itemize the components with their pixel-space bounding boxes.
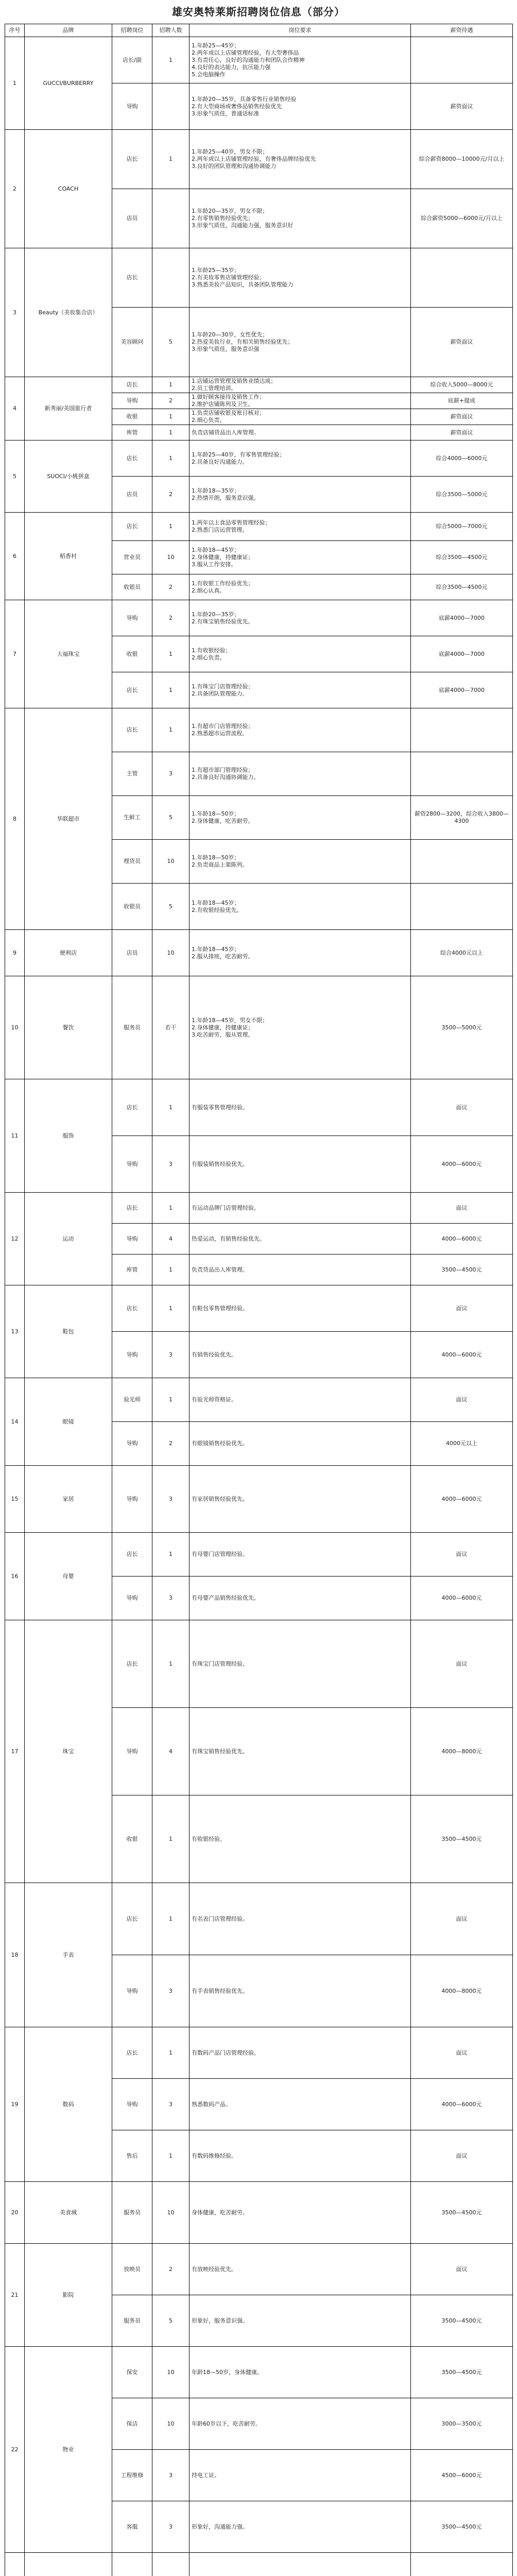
requirements-cell: 1.年龄18—50岁； 2.身体健康，吃苦耐劳。 [189,796,411,840]
count-cell: 1 [152,708,189,752]
salary-cell: 3000—3500元 [411,2398,513,2450]
position-cell: 库管 [112,1255,152,1285]
requirements-cell: 1.年龄25—35岁； 2.有美妆零售店铺管理经验； 3.熟悉美妆产品知识，具备团队管理能力 [189,248,411,308]
position-cell: 保安 [112,2347,152,2398]
count-cell: 2 [152,2244,189,2295]
salary-cell: 综合收入5000—8000元 [411,377,513,393]
brand-cell: 物业 [25,2347,112,2553]
count-cell: 1 [152,425,189,440]
count-cell: 3 [152,2079,189,2130]
salary-cell: 4000—6000元 [411,1577,513,1620]
row-index: 7 [5,600,25,708]
salary-cell: 3500—4500元 [411,2182,513,2244]
header-position: 招聘岗位 [112,24,152,37]
row-index: 4 [5,377,25,440]
row-index: 8 [5,708,25,930]
row-index: 22 [5,2347,25,2553]
salary-cell: 3500—5000元 [411,976,513,1079]
count-cell [152,189,189,248]
salary-cell: 3500—4500元 [411,2347,513,2398]
brand-cell: 餐饮 [25,976,112,1079]
requirements-cell: 1.店铺运营管理及销售业绩达成； 2.员工管理培训。 [189,377,411,393]
table-row [5,440,513,477]
count-cell: 2 [152,393,189,409]
requirements-cell: 1.年龄20—35岁，具备零售行业销售经验 2.有大型商场或奢侈品销售经验优先 3.形象气质佳，普通话标准 [189,83,411,130]
count-cell: 2 [152,574,189,600]
count-cell: 3 [152,1136,189,1193]
salary-cell: 面议 [411,1193,513,1224]
salary-cell: 底薪4000—7000 [411,636,513,672]
salary-cell: 面议 [411,1285,513,1332]
requirements-cell: 1.有收银经验； 2.细心负责。 [189,636,411,672]
salary-cell: 薪资面议 [411,425,513,440]
brand-cell: 影院 [25,2244,112,2347]
requirements-cell: 有珠宝销售经验优先。 [189,1708,411,1795]
count-cell: 1 [152,1255,189,1285]
position-cell: 店长 [112,1533,152,1577]
salary-cell: 面议 [411,1620,513,1708]
brand-cell: Beauty（美妆集合店） [25,248,112,377]
table-row [5,708,513,752]
count-cell: 1 [152,130,189,189]
requirements-cell: 负责店铺货品出入库管理。 [189,425,411,440]
salary-cell: 综合薪资8000—10000元/月以上 [411,130,513,189]
row-index: 20 [5,2182,25,2244]
position-cell: 导购 [112,1466,152,1533]
position-cell: 店长 [112,708,152,752]
count-cell: 1 [152,37,189,83]
count-cell: 4 [152,1708,189,1795]
salary-cell: 底薪+提成 [411,393,513,409]
brand-cell: 服饰 [25,1079,112,1193]
position-cell: 店长 [112,1079,152,1136]
count-cell: 5 [152,884,189,930]
position-cell: 店长 [112,513,152,541]
row-index: 16 [5,1533,25,1620]
position-cell: 店长 [112,440,152,477]
count-cell: 1 [152,636,189,672]
position-cell: 客服 [112,2501,152,2553]
salary-cell: 综合3500—5000元 [411,477,513,513]
salary-cell: 面议 [411,2130,513,2182]
requirements-cell: 持电工证。 [189,2450,411,2501]
requirements-cell: 有母婴门店管理经验。 [189,1533,411,1577]
salary-cell [411,37,513,83]
count-cell: 4 [152,1224,189,1255]
count-cell: 10 [152,2347,189,2398]
table-row [5,600,513,636]
count-cell: 10 [152,930,189,976]
requirements-cell: 有收银经验。 [189,1795,411,1883]
salary-cell: 4000—8000元 [411,1708,513,1795]
requirements-cell: 1.有收银工作经验优先； 2.细心认真。 [189,574,411,600]
table-row [5,930,513,976]
requirements-cell: 1.年龄20—35岁； 2.有珠宝销售经验优先。 [189,600,411,636]
row-index: 17 [5,1620,25,1883]
count-cell: 3 [152,1466,189,1533]
brand-cell: 眼镜 [25,1378,112,1466]
count-cell: 1 [152,1193,189,1224]
table-header-row [5,24,513,37]
requirements-cell: 有销售经验优先。 [189,1332,411,1378]
position-cell: 收银 [112,636,152,672]
position-cell: 店长 [112,1193,152,1224]
requirements-cell: 1.年龄18—45岁； 2.有收银经验优先。 [189,884,411,930]
position-cell: 收银员 [112,884,152,930]
position-cell: 放映员 [112,2244,152,2295]
count-cell: 10 [152,840,189,884]
salary-cell: 面议 [411,2027,513,2079]
position-cell: 店长 [112,1883,152,1955]
brand-cell: SUOCI/小桃拼盒 [25,440,112,513]
requirements-cell: 有验光师资格证。 [189,1378,411,1422]
salary-cell: 面议 [411,1079,513,1136]
position-cell: 工程维修 [112,2450,152,2501]
salary-cell: 3500—4500元 [411,1795,513,1883]
requirements-cell: 有手表销售经验优先。 [189,1955,411,2027]
row-index: 11 [5,1079,25,1193]
position-cell: 导购 [112,1708,152,1795]
table-row [5,2182,513,2244]
requirements-cell: 1.年龄18—45岁； 2.服从排班，吃苦耐劳。 [189,930,411,976]
row-index: 3 [5,248,25,377]
row-index: 9 [5,930,25,976]
position-cell: 店员 [112,189,152,248]
position-cell: 店员 [112,930,152,976]
count-cell: 10 [152,2182,189,2244]
requirements-cell: 1.年龄25—40岁，有零售管理经验； 2.具备良好沟通能力。 [189,440,411,477]
table-row [5,2244,513,2295]
position-cell: 保洁 [112,2398,152,2450]
position-cell: 售后 [112,2130,152,2182]
salary-cell: 3500—4500元 [411,2295,513,2347]
row-index: 19 [5,2027,25,2182]
salary-cell [411,840,513,884]
count-cell: 1 [152,377,189,393]
count-cell: 1 [152,1620,189,1708]
requirements-cell: 有名表门店管理经验。 [189,1883,411,1955]
brand-cell: 珠宝 [25,1620,112,1883]
row-index: 18 [5,1883,25,2027]
position-cell: 收银 [112,409,152,425]
row-index: 2 [5,130,25,248]
requirements-cell: 1.年龄18—45岁； 2.身体健康，持健康证； 3.服从工作安排。 [189,541,411,574]
position-cell: 导购 [112,1224,152,1255]
brand-cell: 鞋包 [25,1285,112,1378]
position-cell: 美容顾问 [112,308,152,377]
position-cell [112,2553,152,2576]
table-body [5,37,513,2576]
salary-cell: 3500—4500元 [411,2501,513,2553]
brand-cell: 大福珠宝 [25,600,112,708]
requirements-cell [189,2553,411,2576]
count-cell: 5 [152,308,189,377]
count-cell: 1 [152,409,189,425]
position-cell: 生鲜工 [112,796,152,840]
brand-cell: GUCCI/BURBERRY [25,37,112,130]
position-cell: 服务员 [112,976,152,1079]
salary-cell: 面议 [411,1378,513,1422]
requirements-cell: 有服装销售经验优先。 [189,1136,411,1193]
position-cell: 导购 [112,2079,152,2130]
position-cell: 导购 [112,600,152,636]
salary-cell: 薪资面议 [411,409,513,425]
row-index: 1 [5,37,25,130]
salary-cell: 综合3500—4500元 [411,574,513,600]
requirements-cell: 有珠宝门店管理经验。 [189,1620,411,1708]
table-row [5,2347,513,2398]
table-row [5,1533,513,1577]
position-cell: 店长 [112,248,152,308]
count-cell: 3 [152,752,189,796]
count-cell: 若干 [152,976,189,1079]
count-cell: 1 [152,513,189,541]
count-cell: 1 [152,2130,189,2182]
table-row [5,1620,513,1708]
salary-cell: 综合3500—4500元 [411,541,513,574]
requirements-cell: 1.负责店铺收银及账目核对； 2.细心负责。 [189,409,411,425]
requirements-cell: 1.两年以上食品零售管理经验； 2.熟悉门店运营管理。 [189,513,411,541]
position-cell: 主管 [112,752,152,796]
position-cell: 店长 [112,377,152,393]
brand-cell: 运动 [25,1193,112,1285]
requirements-cell: 1.有珠宝门店管理经验； 2.具备团队管理能力。 [189,672,411,708]
requirements-cell: 有服装零售管理经验。 [189,1079,411,1136]
requirements-cell: 1.年龄18—45岁，男女不限； 2.身体健康，持健康证； 3.吃苦耐劳，服从管理。 [189,976,411,1079]
count-cell: 2 [152,477,189,513]
brand-cell: 美食城 [25,2182,112,2244]
requirements-cell: 年龄18—50岁，身体健康。 [189,2347,411,2398]
row-index: 21 [5,2244,25,2347]
count-cell: 1 [152,1795,189,1883]
brand-cell: 家居 [25,1466,112,1533]
salary-cell: 面议 [411,1533,513,1577]
requirements-cell: 1.年龄18—35岁； 2.热情开朗，服务意识强。 [189,477,411,513]
requirements-cell: 有家居销售经验优先。 [189,1466,411,1533]
salary-cell: 4000—6000元 [411,1332,513,1378]
salary-cell: 面议 [411,2244,513,2295]
row-index: 12 [5,1193,25,1285]
row-index: 15 [5,1466,25,1533]
count-cell [152,83,189,130]
table-row [5,2553,513,2576]
salary-cell: 综合4000—6000元 [411,440,513,477]
salary-cell [411,248,513,308]
table-row [5,130,513,189]
count-cell: 3 [152,1955,189,2027]
salary-cell: 综合薪资5000—6000元/月以上 [411,189,513,248]
position-cell: 验光师 [112,1378,152,1422]
position-cell: 店长 [112,1620,152,1708]
position-cell: 收银员 [112,574,152,600]
requirements-cell: 有眼镜销售经验优先。 [189,1422,411,1466]
header-count: 招聘人数 [152,24,189,37]
count-cell: 10 [152,2398,189,2450]
brand-cell [25,2553,112,2576]
table-row [5,1466,513,1533]
position-cell: 理货员 [112,840,152,884]
requirements-cell: 有母婴产品销售经验优先。 [189,1577,411,1620]
row-index: 6 [5,513,25,600]
row-index [5,2553,25,2576]
row-index: 5 [5,440,25,513]
count-cell [152,248,189,308]
requirements-cell: 熟悉数码产品。 [189,2079,411,2130]
salary-cell: 4000—6000元 [411,1466,513,1533]
salary-cell [411,752,513,796]
count-cell: 2 [152,600,189,636]
requirements-cell: 身体健康，吃苦耐劳。 [189,2182,411,2244]
position-cell: 库管 [112,425,152,440]
requirements-cell: 1.有超市门店管理经验； 2.熟悉超市运营流程。 [189,708,411,752]
requirements-cell: 热爱运动，有销售经验优先。 [189,1224,411,1255]
brand-cell: 便利店 [25,930,112,976]
count-cell: 10 [152,541,189,574]
salary-cell: 4000—8000元 [411,1955,513,2027]
page-title: 雄安奥特莱斯招聘岗位信息（部分） [172,6,345,18]
recruitment-table [5,24,513,2576]
count-cell: 1 [152,1533,189,1577]
count-cell: 1 [152,440,189,477]
salary-cell: 薪资面议 [411,83,513,130]
count-cell: 2 [152,1422,189,1466]
position-cell: 导购 [112,1955,152,2027]
header-index: 序号 [5,24,25,37]
count-cell: 3 [152,2501,189,2553]
salary-cell: 薪资2800—3200，综合收入3800—4300 [411,796,513,840]
salary-cell: 3500—4500元 [411,1255,513,1285]
salary-cell [411,708,513,752]
position-cell: 店长/副 [112,37,152,83]
requirements-cell: 有数码维修经验。 [189,2130,411,2182]
brand-cell: 华联超市 [25,708,112,930]
count-cell: 1 [152,1079,189,1136]
requirements-cell: 1.年龄20—35岁，男女不限； 2.有零售销售经验优先； 3.形象气质佳，沟通能力强，服务意识好 [189,189,411,248]
count-cell: 1 [152,1883,189,1955]
requirements-cell: 形象好，服务意识强。 [189,2295,411,2347]
position-cell: 服务员 [112,2295,152,2347]
requirements-cell: 1.年龄20—30岁，女性优先； 2.热爱美妆行业，有相关销售经验优先； 3.形象气质佳，服务意识强 [189,308,411,377]
salary-cell [411,2553,513,2576]
position-cell: 店长 [112,672,152,708]
header-requirements: 岗位要求 [189,24,411,37]
requirements-cell: 有数码产品门店管理经验。 [189,2027,411,2079]
requirements-cell: 1.年龄25—40岁，男女不限； 2.两年或以上店铺管理经验，有奢侈品牌经验优先 3.良好的团队管理和沟通协调能力 [189,130,411,189]
brand-cell: 稻香村 [25,513,112,600]
table-row [5,513,513,541]
row-index: 14 [5,1378,25,1466]
position-cell: 导购 [112,1332,152,1378]
position-cell: 收银 [112,1795,152,1883]
position-cell: 导购 [112,83,152,130]
position-cell: 店员 [112,477,152,513]
table-row [5,377,513,393]
requirements-cell: 有鞋包零售管理经验。 [189,1285,411,1332]
count-cell: 1 [152,1378,189,1422]
table-row [5,1883,513,1955]
requirements-cell: 形象好，沟通能力强。 [189,2501,411,2553]
salary-cell: 底薪4000—7000 [411,600,513,636]
table-row [5,2027,513,2079]
count-cell [152,2553,189,2576]
count-cell: 1 [152,2027,189,2079]
position-cell: 服务员 [112,2182,152,2244]
requirements-cell: 有运动品牌门店管理经验。 [189,1193,411,1224]
salary-cell: 4500—6000元 [411,2450,513,2501]
requirements-cell: 负责货品出入库管理。 [189,1255,411,1285]
salary-cell: 底薪4000—7000 [411,672,513,708]
position-cell: 营业员 [112,541,152,574]
brand-cell: 数码 [25,2027,112,2182]
table-row [5,1193,513,1224]
salary-cell: 4000—6000元 [411,1136,513,1193]
salary-cell: 4000—6000元 [411,1224,513,1255]
salary-cell: 4000元以上 [411,1422,513,1466]
requirements-cell: 1.做好顾客接待及销售工作； 2.维护店铺陈列及卫生。 [189,393,411,409]
position-cell: 导购 [112,393,152,409]
count-cell: 5 [152,2295,189,2347]
count-cell: 3 [152,1577,189,1620]
table-row [5,1285,513,1332]
position-cell: 店长 [112,2027,152,2079]
position-cell: 导购 [112,1136,152,1193]
count-cell: 5 [152,796,189,840]
position-cell: 店长 [112,1285,152,1332]
position-cell: 店长 [112,130,152,189]
count-cell: 1 [152,1285,189,1332]
salary-cell: 面议 [411,1883,513,1955]
salary-cell [411,884,513,930]
salary-cell: 综合4000元以上 [411,930,513,976]
salary-cell: 综合5000—7000元 [411,513,513,541]
table-row [5,976,513,1079]
requirements-cell: 有放映经验优先。 [189,2244,411,2295]
brand-cell: COACH [25,130,112,248]
brand-cell: 新秀丽/美国旅行者 [25,377,112,440]
header-brand: 品牌 [25,24,112,37]
table-row [5,37,513,83]
table-row [5,1079,513,1136]
requirements-cell: 1.有超市部门管理经验； 2.具备良好沟通协调能力。 [189,752,411,796]
salary-cell: 薪资面议 [411,308,513,377]
brand-cell: 手表 [25,1883,112,2027]
table-row [5,248,513,308]
header-salary: 薪资待遇 [411,24,513,37]
requirements-cell: 年龄60岁以下，吃苦耐劳。 [189,2398,411,2450]
requirements-cell: 1.年龄25—45岁； 2.两年或以上店铺管理经验，有大型奢侈品 3.有责任心，良好的沟通能力和团队合作精神 4.良好的表达能力，抗压能力强 5.会电脑操作 [189,37,411,83]
row-index: 10 [5,976,25,1079]
count-cell: 3 [152,1332,189,1378]
table-row [5,1378,513,1422]
row-index: 13 [5,1285,25,1378]
count-cell: 1 [152,672,189,708]
salary-cell: 4000—6000元 [411,2079,513,2130]
requirements-cell: 1.年龄18—50岁； 2.负责商品上架陈列。 [189,840,411,884]
count-cell: 3 [152,2450,189,2501]
position-cell: 导购 [112,1422,152,1466]
brand-cell: 母婴 [25,1533,112,1620]
position-cell: 导购 [112,1577,152,1620]
